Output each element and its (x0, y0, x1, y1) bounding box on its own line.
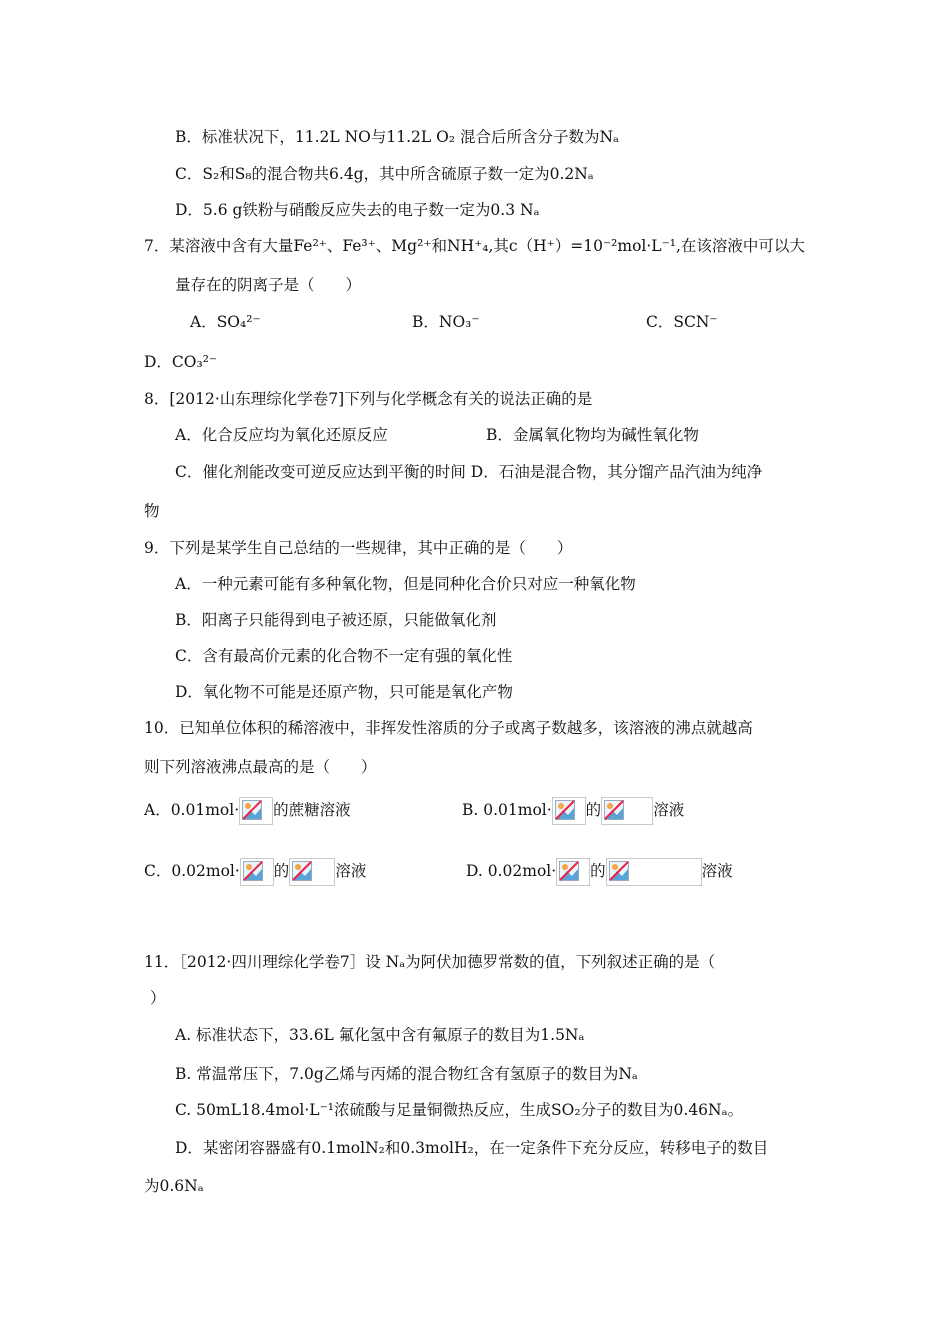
q8-options-cd-cont: 物 (144, 502, 160, 520)
q7-stem-line2: 量存在的阴离子是（ ） (175, 276, 362, 294)
q10-option-b (462, 797, 684, 825)
q11-option-c: C. 50mL18.4mol·L⁻¹浓硫酸与足量铜微热反应，生成SO₂分子的数目为0.46Nₐ。 (175, 1101, 744, 1119)
q11-option-d-cont: 为0.6Nₐ (144, 1177, 204, 1195)
broken-image-icon (240, 858, 274, 886)
q8-option-a: A．化合反应均为氧化还原反应 (175, 426, 388, 444)
q6-option-d: D．5.6 g铁粉与硝酸反应失去的电子数一定为0.3 Nₐ (175, 201, 540, 219)
q10-option-a-prefix: A．0.01mol· (144, 801, 240, 819)
q10-option-d-prefix: D. 0.02mol· (466, 862, 557, 880)
q9-option-c: C．含有最高价元素的化合物不一定有强的氧化性 (175, 647, 513, 665)
broken-image-icon (556, 858, 590, 886)
q6-option-c: C．S₂和S₈的混合物共6.4g，其中所含硫原子数一定为0.2Nₐ (175, 165, 594, 183)
q11-option-d: D．某密闭容器盛有0.1molN₂和0.3molH₂，在一定条件下充分反应，转移电子的数目 (175, 1139, 769, 1157)
broken-image-icon (289, 858, 335, 886)
q11-stem-line1: 11．［2012·四川理综化学卷7］设 Nₐ为阿伏加德罗常数的值，下列叙述正确的是（ (144, 953, 716, 971)
q10-option-c-mid: 的 (273, 862, 290, 880)
q10-stem-line1: 10．已知单位体积的稀溶液中，非挥发性溶质的分子或离子数越多，该溶液的沸点就越高 (144, 719, 753, 737)
q10-option-d-suffix: 溶液 (701, 862, 733, 880)
q11-stem-line2: ） (150, 989, 166, 1007)
q8-stem: 8．[2012·山东理综化学卷7]下列与化学概念有关的说法正确的是 (144, 390, 593, 408)
q8-options-cd: C．催化剂能改变可逆反应达到平衡的时间 D．石油是混合物，其分馏产品汽油为纯净 (175, 463, 763, 481)
q10-option-c-prefix: C．0.02mol· (144, 862, 240, 880)
q10-option-c-suffix: 溶液 (335, 862, 367, 880)
broken-image-icon (601, 797, 653, 825)
q9-option-a: A．一种元素可能有多种氧化物，但是同种化合价只对应一种氧化物 (175, 575, 636, 593)
broken-image-icon (606, 858, 702, 886)
q10-option-d-mid: 的 (590, 862, 606, 880)
q8-option-b: B．金属氧化物均为碱性氧化物 (486, 426, 699, 444)
q9-option-d: D．氧化物不可能是还原产物，只可能是氧化产物 (175, 683, 513, 701)
q9-option-b: B．阳离子只能得到电子被还原，只能做氧化剂 (175, 611, 497, 629)
q11-option-a: A. 标准状态下，33.6L 氟化氢中含有氟原子的数目为1.5Nₐ (175, 1026, 585, 1044)
q10-option-d (466, 858, 733, 886)
q11-option-b: B. 常温常压下，7.0g乙烯与丙烯的混合物红含有氢原子的数目为Nₐ (175, 1065, 638, 1083)
q10-option-b-mid: 的 (585, 801, 602, 819)
q9-stem: 9．下列是某学生自己总结的一些规律，其中正确的是（ ） (144, 539, 573, 557)
broken-image-icon (239, 797, 273, 825)
q10-option-a (144, 797, 351, 825)
q10-option-a-suffix: 的蔗糖溶液 (273, 801, 351, 819)
q7-stem-line1: 7．某溶液中含有大量Fe²⁺、Fe³⁺、Mg²⁺和NH⁺₄,其c（H⁺）=10⁻²mol·L⁻¹,在该溶液中可以大 (144, 237, 805, 255)
q10-stem-line2: 则下列溶液沸点最高的是（ ） (144, 758, 377, 776)
q6-option-b: B．标准状况下，11.2L NO与11.2L O₂ 混合后所含分子数为Nₐ (175, 128, 620, 146)
q10-option-b-suffix: 溶液 (653, 801, 685, 819)
q10-option-c (144, 858, 366, 886)
broken-image-icon (552, 797, 586, 825)
q10-option-b-prefix: B. 0.01mol· (462, 801, 552, 819)
q7-option-b: B．NO₃⁻ (412, 313, 480, 331)
q7-option-d: D．CO₃²⁻ (144, 353, 218, 371)
q7-option-c: C．SCN⁻ (646, 313, 718, 331)
q7-option-a: A．SO₄²⁻ (190, 313, 261, 331)
